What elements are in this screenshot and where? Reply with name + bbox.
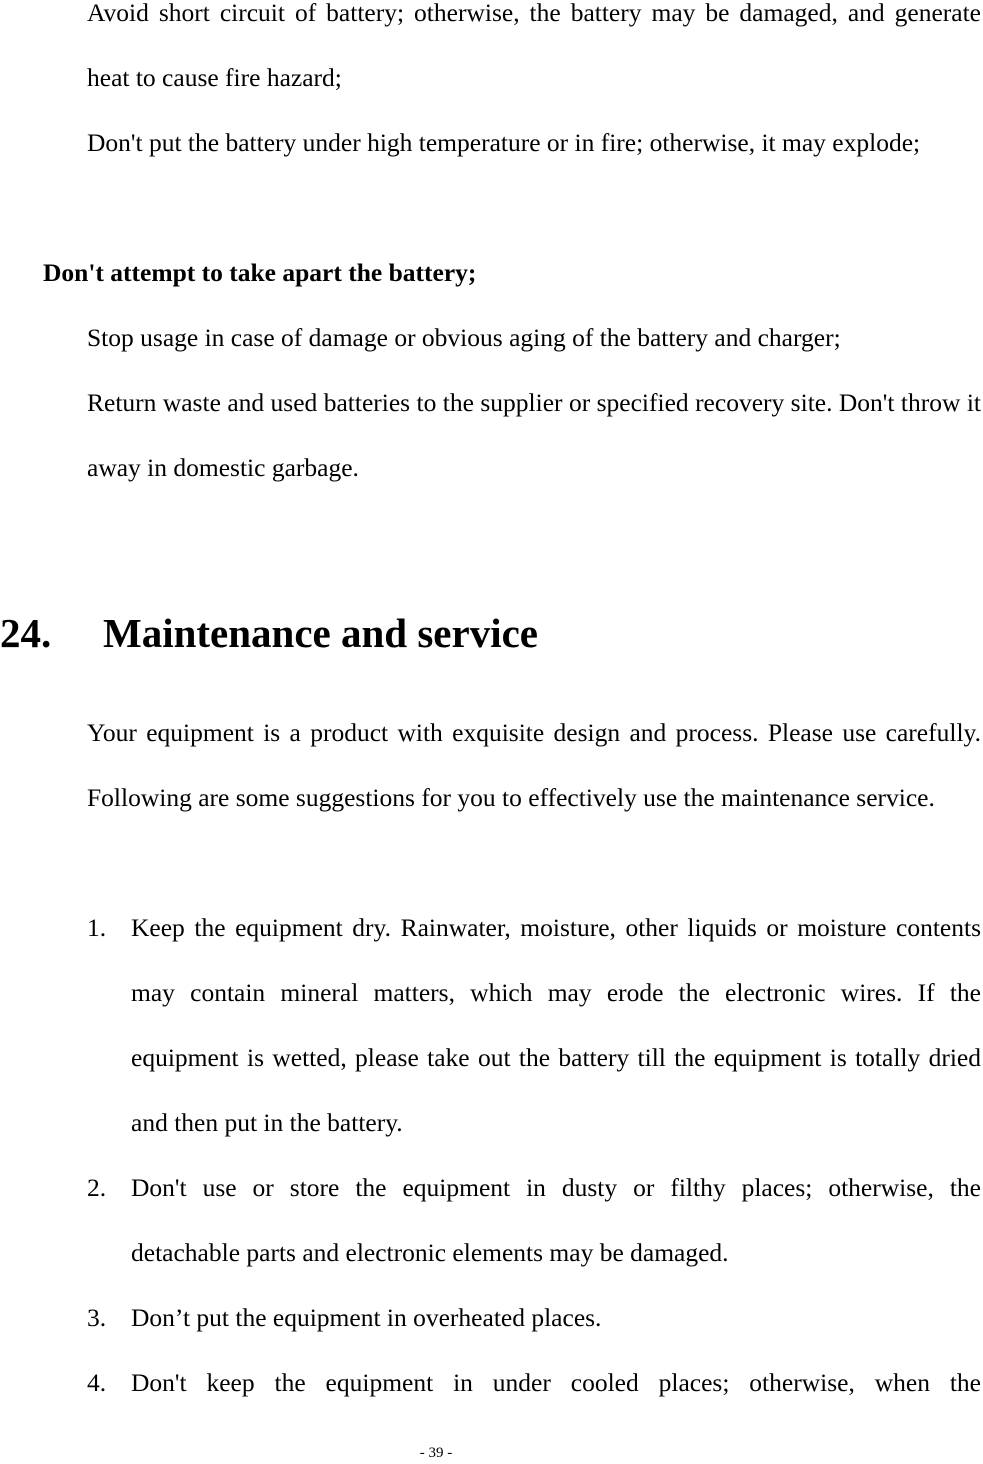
section-title: Maintenance and service [103, 610, 538, 656]
list-item-text: Don't keep the equipment in under cooled places; otherwise, when the [131, 1368, 981, 1397]
maintenance-list [87, 895, 981, 1415]
section-number: 24. [0, 610, 52, 656]
list-item-number: 2. [87, 1173, 107, 1202]
list-item [87, 1350, 981, 1415]
battery-damage-warning: Stop usage in case of damage or obvious aging of the battery and charger; [87, 323, 841, 352]
battery-disassembly-warning: Don't attempt to take apart the battery; [43, 258, 477, 287]
list-item-text: Don’t put the equipment in overheated places. [131, 1303, 602, 1332]
page-number: - 39 - [419, 1445, 453, 1461]
list-item-number: 3. [87, 1303, 107, 1332]
battery-heat-warning: Don't put the battery under high temperature or in fire; otherwise, it may explode; [87, 128, 921, 157]
list-item-number: 1. [87, 913, 107, 942]
list-item [87, 895, 981, 1155]
list-item [87, 1285, 981, 1350]
battery-disposal-instruction: Return waste and used batteries to the supplier or specified recovery site. Don't throw it away in domestic garbage. [87, 388, 981, 482]
section-intro: Your equipment is a product with exquisite design and process. Please use carefully. Following are some suggestions for you to effectively use the maintenance service. [87, 718, 981, 812]
battery-short-circuit-warning: Avoid short circuit of battery; otherwise, the battery may be damaged, and generate heat to cause fire hazard; [87, 0, 981, 92]
list-item [87, 1155, 981, 1285]
section-heading [0, 601, 538, 665]
list-item-text: Don't use or store the equipment in dusty or filthy places; otherwise, the detachable parts and electronic elements may be damaged. [131, 1173, 981, 1267]
list-item-number: 4. [87, 1368, 107, 1397]
list-item-text: Keep the equipment dry. Rainwater, moisture, other liquids or moisture contents may contain mineral matters, which may erode the electronic wires. If the equipment is wetted, please take out the battery till the equipment is totally dried and then put in the battery. [131, 913, 981, 1137]
